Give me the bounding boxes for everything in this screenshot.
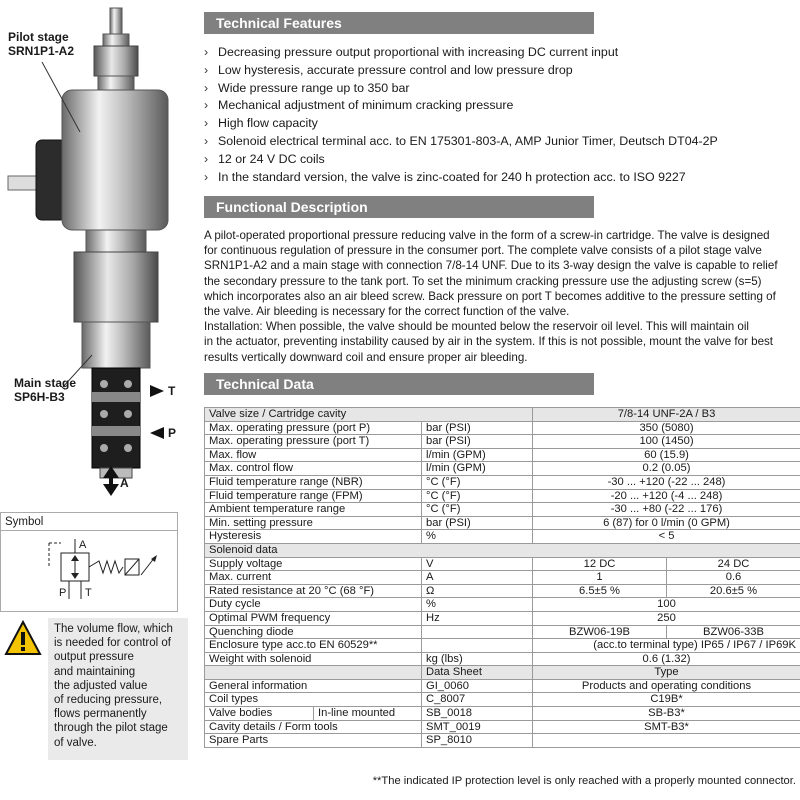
table-row: Valve bodies In-line mounted SB_0018 SB-B3* <box>205 707 800 721</box>
table-row: Max. flow l/min (GPM) 60 (15.9) <box>205 448 800 462</box>
technical-header: Technical Data <box>204 373 594 395</box>
functional-description: A pilot-operated proportional pressure reducing valve in the form of a screw-in cartridge. The valve is designed for continuous regulation of pressure in the consumer port. The complete valve consists of a pilot stage valve SRN1P1-A2 and a main stage with connection 7/8-14 UNF. Due to its 3-way design the valve is capable to relief the secondary pressure to the tank port. To set the minimum cracking pressure use the adjusting screw (s=5) which incorporates also an air bleed screw. Back pressure on port T becomes additive to the pressure setting of the valve. Air bleeding is necessary for the correct function of the valve. Installation: When possible, the valve should be mounted below the reservoir oil level. This will maintain oil in the actuator, preventing instability caused by air in the system. If this is not possible, mount the valve for best results vertically downward coil and ensure proper air bleeding. <box>204 229 778 364</box>
table-row: Cavity details / Form tools SMT_0019 SMT-B3* <box>205 720 800 734</box>
table-row: Quenching diode BZW06-19B BZW06-33B <box>205 625 800 639</box>
functional-header: Functional Description <box>204 196 594 218</box>
table-row: Supply voltage V 12 DC 24 DC <box>205 557 800 571</box>
table-row: Max. control flow l/min (GPM) 0.2 (0.05) <box>205 462 800 476</box>
table-row: Duty cycle % 100 <box>205 598 800 612</box>
symbol-port-p: P <box>59 587 67 599</box>
table-row: Optimal PWM frequency Hz 250 <box>205 611 800 625</box>
port-a-arrow-down <box>103 484 119 496</box>
table-row: Max. operating pressure (port T) bar (PSI) 100 (1450) <box>205 435 800 449</box>
list-item: › Mechanical adjustment of minimum cracking pressure <box>204 98 514 113</box>
table-row: Weight with solenoid kg (lbs) 0.6 (1.32) <box>205 652 800 666</box>
table-row: Coil types C_8007 C19B* <box>205 693 800 707</box>
port-t-label: T <box>168 384 176 398</box>
list-item: › High flow capacity <box>204 116 318 131</box>
list-item: › Wide pressure range up to 350 bar <box>204 80 410 95</box>
table-row: General information GI_0060 Products and operating conditions <box>205 679 800 693</box>
port-t-arrow <box>150 385 164 397</box>
main-stage-label: Main stage SP6H-B3 <box>14 376 77 404</box>
table-row: Max. operating pressure (port P) bar (PSI) 350 (5080) <box>205 421 800 435</box>
list-item: › Low hysteresis, accurate pressure control and low pressure drop <box>204 62 573 77</box>
table-row: Solenoid data <box>205 543 800 557</box>
list-item: › In the standard version, the valve is zinc-coated for 240 h protection acc. to ISO 9227 <box>204 169 686 184</box>
table-row: Rated resistance at 20 °C (68 °F) Ω 6.5±5 % 20.6±5 % <box>205 584 800 598</box>
list-item: › Solenoid electrical terminal acc. to EN 175301-803-A, AMP Junior Timer, Deutsch DT04-2P <box>204 133 718 148</box>
symbol-port-t: T <box>85 587 92 599</box>
port-p-label: P <box>168 426 177 440</box>
table-row: Valve size / Cartridge cavity 7/8-14 UNF-2A / B3 <box>205 408 800 422</box>
table-row: Enclosure type acc.to EN 60529** (acc.to terminal type) IP65 / IP67 / IP69K <box>205 639 800 653</box>
features-header: Technical Features <box>204 12 594 34</box>
table-row: Hysteresis % < 5 <box>205 530 800 544</box>
features-list <box>204 44 794 186</box>
table-row: Min. setting pressure bar (PSI) 6 (87) for 0 l/min (0 GPM) <box>205 516 800 530</box>
table-row: Data Sheet Type <box>205 666 800 680</box>
table-row: Fluid temperature range (NBR) °C (°F) -30 ... +120 (-22 ... 248) <box>205 475 800 489</box>
list-item: › 12 or 24 V DC coils <box>204 151 325 166</box>
warning-note <box>0 618 200 760</box>
warning-icon <box>4 620 42 656</box>
symbol-port-a: A <box>79 539 87 551</box>
table-row: Ambient temperature range °C (°F) -30 ... +80 (-22 ... 176) <box>205 503 800 517</box>
table-row: Spare Parts SP_8010 <box>205 734 800 748</box>
list-item: › Decreasing pressure output proportional with increasing DC current input <box>204 45 619 59</box>
symbol-box <box>0 512 178 612</box>
footnote: **The indicated IP protection level is only reached with a properly mounted connector. <box>372 775 796 787</box>
table-row: Fluid temperature range (FPM) °C (°F) -20 ... +120 (-4 ... 248) <box>205 489 800 503</box>
port-p-arrow <box>150 427 164 439</box>
port-a-label: A <box>120 476 129 490</box>
table-row: Max. current A 1 0.6 <box>205 571 800 585</box>
pilot-stage-label: Pilot stage SRN1P1-A2 <box>8 30 75 58</box>
warning-text: The volume flow, which is needed for control of output pressure and maintaining the adjusted value of reducing pressure, flows permanently through the pilot stage of valve. <box>48 618 188 760</box>
technical-data-table <box>204 407 800 748</box>
symbol-title: Symbol <box>1 513 177 531</box>
